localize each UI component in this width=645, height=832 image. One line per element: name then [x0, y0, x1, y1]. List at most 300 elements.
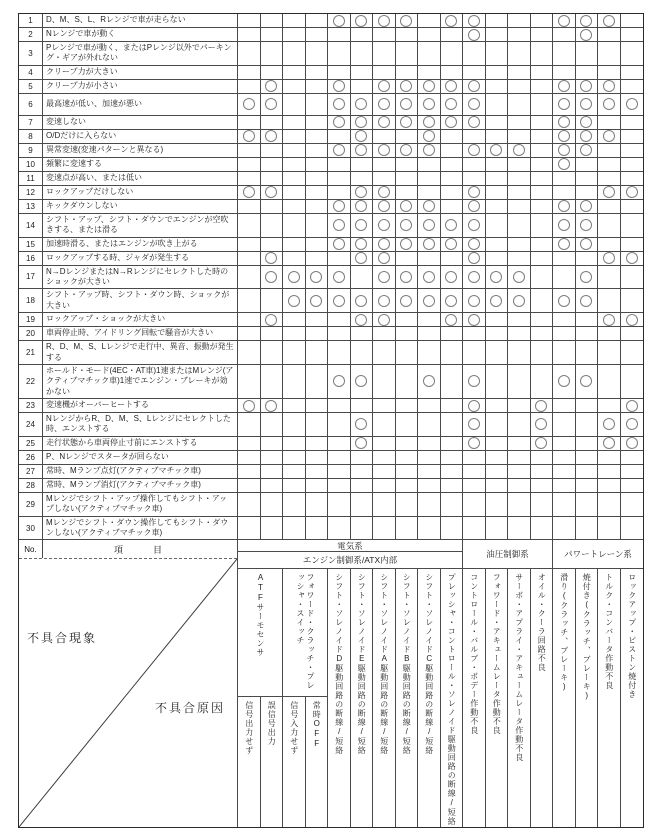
matrix-cell: [261, 413, 284, 437]
matrix-cell: [261, 14, 284, 28]
matrix-cell: [531, 465, 554, 479]
row-text: 変速機がオーバーヒートする: [43, 399, 238, 413]
matrix-cell: [328, 266, 351, 290]
mark-circle: [355, 437, 367, 449]
mark-circle: [468, 238, 480, 250]
row-number: 26: [19, 451, 43, 465]
mark-circle: [378, 271, 390, 283]
matrix-cell: [486, 341, 509, 365]
matrix-cell: [441, 465, 464, 479]
matrix-cell: [531, 80, 554, 94]
matrix-cell: [396, 28, 419, 42]
matrix-cell: [531, 413, 554, 437]
matrix-cell: [576, 365, 599, 399]
matrix-cell: [328, 158, 351, 172]
mark-circle: [378, 238, 390, 250]
matrix-cell: [328, 14, 351, 28]
matrix-cell: [598, 94, 621, 116]
matrix-cell: [508, 172, 531, 186]
matrix-cell: [441, 130, 464, 144]
matrix-cell: [238, 28, 261, 42]
matrix-cell: [328, 144, 351, 158]
row-number: 14: [19, 214, 43, 238]
matrix-cell: [261, 94, 284, 116]
row-number: 19: [19, 313, 43, 327]
matrix-cell: [441, 214, 464, 238]
matrix-cell: [351, 116, 374, 130]
mark-circle: [378, 116, 390, 128]
mark-circle: [378, 314, 390, 326]
matrix-cell: [396, 200, 419, 214]
matrix-cell: [598, 200, 621, 214]
row-text: NレンジからR、D、M、S、Lレンジにセレクトした時、エンストする: [43, 413, 238, 437]
mark-circle: [603, 98, 615, 110]
mark-circle: [445, 15, 457, 27]
mark-circle: [265, 252, 277, 264]
matrix-cell: [306, 238, 329, 252]
matrix-cell: [531, 172, 554, 186]
mark-circle: [513, 144, 525, 156]
matrix-cell: [351, 172, 374, 186]
matrix-cell: [598, 42, 621, 66]
mark-circle: [265, 186, 277, 198]
matrix-cell: [396, 413, 419, 437]
matrix-cell: [373, 493, 396, 517]
matrix-cell: [238, 437, 261, 451]
row-text: 常時、Mランプ点灯(アクティブマチック車): [43, 465, 238, 479]
matrix-cell: [621, 252, 644, 266]
matrix-cell: [508, 80, 531, 94]
matrix-cell: [621, 66, 644, 80]
matrix-cell: [261, 66, 284, 80]
matrix-cell: [463, 289, 486, 313]
mark-circle: [333, 80, 345, 92]
matrix-cell: [261, 144, 284, 158]
matrix-cell: [508, 130, 531, 144]
row-number: 2: [19, 28, 43, 42]
matrix-cell: [553, 517, 576, 541]
row-text: 走行状態から車両停止寸前にエンストする: [43, 437, 238, 451]
matrix-cell: [553, 313, 576, 327]
matrix-cell: [531, 479, 554, 493]
matrix-cell: [238, 80, 261, 94]
matrix-cell: [373, 413, 396, 437]
row-number: 9: [19, 144, 43, 158]
row-text: ホールド・モード(4EC・AT車)1速またはMレンジ(アクティブマチック車)1速でエンジン・ブレーキが効かない: [43, 365, 238, 399]
matrix-cell: [531, 158, 554, 172]
matrix-cell: [441, 266, 464, 290]
mark-circle: [355, 130, 367, 142]
mark-circle: [423, 116, 435, 128]
matrix-cell: [283, 28, 306, 42]
row-text: R、D、M、S、Lレンジで走行中、異音、振動が発生する: [43, 341, 238, 365]
matrix-cell: [418, 313, 441, 327]
mark-circle: [626, 98, 638, 110]
matrix-cell: [621, 238, 644, 252]
matrix-cell: [418, 66, 441, 80]
matrix-cell: [531, 341, 554, 365]
matrix-cell: [328, 252, 351, 266]
cause-column-label: トルク・コンバータ作動不良: [598, 569, 621, 827]
matrix-cell: [441, 517, 464, 541]
matrix-cell: [621, 42, 644, 66]
matrix-cell: [486, 479, 509, 493]
matrix-cell: [463, 116, 486, 130]
matrix-cell: [621, 341, 644, 365]
matrix-cell: [531, 238, 554, 252]
mark-circle: [445, 271, 457, 283]
matrix-cell: [463, 200, 486, 214]
matrix-cell: [553, 214, 576, 238]
matrix-cell: [508, 266, 531, 290]
matrix-cell: [261, 479, 284, 493]
matrix-cell: [621, 313, 644, 327]
row-text: シフト・アップ、シフト・ダウンでエンジンが空吹きする、または滑る: [43, 214, 238, 238]
matrix-cell: [531, 399, 554, 413]
mark-circle: [378, 98, 390, 110]
mark-circle: [558, 98, 570, 110]
row-text: Mレンジでシフト・アップ操作してもシフト・アップしない(アクティブマチック車): [43, 493, 238, 517]
matrix-cell: [553, 66, 576, 80]
matrix-cell: [306, 252, 329, 266]
matrix-cell: [373, 451, 396, 465]
cause-column-label: フォワード・アキュームレータ作動不良: [486, 569, 509, 827]
matrix-cell: [351, 80, 374, 94]
matrix-cell: [418, 28, 441, 42]
row-text: 異常変速(変速パターンと異なる): [43, 144, 238, 158]
matrix-cell: [306, 341, 329, 365]
row-number: 16: [19, 252, 43, 266]
matrix-cell: [283, 365, 306, 399]
matrix-cell: [598, 172, 621, 186]
row-number: 17: [19, 266, 43, 290]
matrix-cell: [486, 413, 509, 437]
matrix-cell: [441, 158, 464, 172]
mark-circle: [243, 186, 255, 198]
matrix-cell: [283, 437, 306, 451]
mark-circle: [310, 271, 322, 283]
row-number: 4: [19, 66, 43, 80]
matrix-cell: [351, 252, 374, 266]
matrix-cell: [418, 413, 441, 437]
matrix-cell: [396, 94, 419, 116]
matrix-cell: [261, 493, 284, 517]
matrix-cell: [508, 313, 531, 327]
mark-circle: [558, 295, 570, 307]
mark-circle: [378, 80, 390, 92]
matrix-cell: [396, 238, 419, 252]
mark-circle: [400, 200, 412, 212]
matrix-cell: [328, 80, 351, 94]
mark-circle: [333, 295, 345, 307]
matrix-cell: [576, 42, 599, 66]
mark-circle: [468, 375, 480, 387]
matrix-cell: [486, 517, 509, 541]
matrix-cell: [283, 94, 306, 116]
matrix-cell: [261, 238, 284, 252]
matrix-cell: [531, 451, 554, 465]
cause-column-label: サーボ・アプライ・アキュームレータ作動不良: [508, 569, 531, 827]
matrix-cell: [598, 341, 621, 365]
cause-column-label: 信号入力せず: [283, 697, 306, 827]
mark-circle: [445, 98, 457, 110]
matrix-cell: [306, 130, 329, 144]
mark-circle: [490, 144, 502, 156]
matrix-cell: [508, 144, 531, 158]
mark-circle: [468, 80, 480, 92]
matrix-cell: [261, 517, 284, 541]
diagonal-cell: [19, 559, 237, 827]
matrix-cell: [531, 144, 554, 158]
row-text: Mレンジでシフト・ダウン操作してもシフト・ダウンしない(アクティブマチック車): [43, 517, 238, 541]
matrix-cell: [373, 327, 396, 341]
matrix-cell: [396, 158, 419, 172]
row-text: ロックアップする時、ジャダが発生する: [43, 252, 238, 266]
matrix-cell: [508, 14, 531, 28]
matrix-cell: [486, 451, 509, 465]
cause-column-label: シフト・ソレノイドB駆動回路の断線/短絡: [396, 569, 419, 827]
mark-circle: [333, 144, 345, 156]
mark-circle: [333, 375, 345, 387]
row-number: 20: [19, 327, 43, 341]
matrix-cell: [283, 479, 306, 493]
matrix-cell: [396, 327, 419, 341]
mark-circle: [513, 295, 525, 307]
matrix-cell: [396, 313, 419, 327]
matrix-cell: [486, 186, 509, 200]
mark-circle: [558, 158, 570, 170]
matrix-cell: [328, 365, 351, 399]
cause-column-label: オイル・クーラ回路不良: [531, 569, 554, 827]
matrix-cell: [351, 186, 374, 200]
matrix-cell: [463, 313, 486, 327]
mark-circle: [513, 271, 525, 283]
matrix-cell: [576, 399, 599, 413]
matrix-cell: [238, 94, 261, 116]
matrix-cell: [396, 66, 419, 80]
matrix-cell: [463, 399, 486, 413]
matrix-cell: [351, 451, 374, 465]
matrix-cell: [553, 451, 576, 465]
mark-circle: [400, 98, 412, 110]
matrix-cell: [396, 465, 419, 479]
matrix-cell: [598, 116, 621, 130]
matrix-cell: [553, 42, 576, 66]
mark-circle: [265, 400, 277, 412]
mark-circle: [626, 186, 638, 198]
matrix-cell: [418, 238, 441, 252]
mark-circle: [626, 314, 638, 326]
matrix-cell: [283, 399, 306, 413]
cause-column-label: 常時OFF: [306, 697, 329, 827]
matrix-cell: [441, 116, 464, 130]
matrix-cell: [373, 437, 396, 451]
mark-circle: [468, 314, 480, 326]
matrix-cell: [283, 313, 306, 327]
matrix-cell: [553, 252, 576, 266]
mark-circle: [378, 295, 390, 307]
matrix-cell: [553, 465, 576, 479]
matrix-cell: [306, 94, 329, 116]
matrix-cell: [576, 313, 599, 327]
matrix-cell: [486, 327, 509, 341]
matrix-cell: [576, 341, 599, 365]
mark-circle: [355, 144, 367, 156]
matrix-cell: [238, 517, 261, 541]
matrix-cell: [441, 252, 464, 266]
mark-circle: [423, 98, 435, 110]
matrix-cell: [328, 465, 351, 479]
mark-circle: [580, 219, 592, 231]
matrix-cell: [531, 365, 554, 399]
matrix-cell: [441, 289, 464, 313]
matrix-cell: [351, 14, 374, 28]
matrix-cell: [621, 200, 644, 214]
matrix-cell: [576, 158, 599, 172]
matrix-cell: [373, 479, 396, 493]
matrix-cell: [553, 413, 576, 437]
mark-circle: [580, 238, 592, 250]
matrix-cell: [598, 413, 621, 437]
matrix-cell: [373, 517, 396, 541]
matrix-cell: [283, 517, 306, 541]
item-column-header: 項 目: [113, 544, 166, 555]
matrix-cell: [418, 80, 441, 94]
matrix-cell: [486, 158, 509, 172]
matrix-cell: [261, 266, 284, 290]
matrix-cell: [463, 479, 486, 493]
row-number: 23: [19, 399, 43, 413]
no-column-header: No.: [19, 540, 43, 558]
matrix-cell: [238, 144, 261, 158]
mark-circle: [468, 144, 480, 156]
matrix-cell: [283, 116, 306, 130]
mark-circle: [468, 116, 480, 128]
matrix-cell: [283, 130, 306, 144]
matrix-cell: [576, 116, 599, 130]
matrix-cell: [396, 186, 419, 200]
matrix-cell: [531, 313, 554, 327]
matrix-cell: [598, 214, 621, 238]
matrix-cell: [441, 493, 464, 517]
matrix-cell: [261, 365, 284, 399]
matrix-cell: [463, 252, 486, 266]
matrix-cell: [463, 365, 486, 399]
mark-circle: [580, 80, 592, 92]
matrix-cell: [621, 94, 644, 116]
matrix-cell: [396, 399, 419, 413]
matrix-cell: [306, 28, 329, 42]
mark-circle: [468, 252, 480, 264]
cause-column-label: ロックアップ・ピストン焼付き: [627, 573, 637, 700]
matrix-cell: [553, 186, 576, 200]
matrix-cell: [261, 289, 284, 313]
mark-circle: [355, 15, 367, 27]
matrix-cell: [261, 465, 284, 479]
cause-column-label: 焼付き(クラッチ、ブレーキ): [576, 569, 599, 827]
mark-circle: [580, 130, 592, 142]
matrix-cell: [463, 465, 486, 479]
matrix-cell: [553, 80, 576, 94]
matrix-cell: [508, 94, 531, 116]
matrix-cell: [351, 341, 374, 365]
matrix-cell: [486, 66, 509, 80]
row-text: P、Nレンジでスタータが回らない: [43, 451, 238, 465]
mark-circle: [626, 437, 638, 449]
mark-circle: [445, 238, 457, 250]
matrix-cell: [261, 28, 284, 42]
matrix-cell: [598, 252, 621, 266]
matrix-cell: [553, 289, 576, 313]
matrix-cell: [238, 413, 261, 437]
matrix-cell: [598, 80, 621, 94]
matrix-cell: [261, 214, 284, 238]
matrix-cell: [508, 465, 531, 479]
mark-circle: [468, 400, 480, 412]
matrix-cell: [621, 158, 644, 172]
matrix-cell: [261, 42, 284, 66]
matrix-cell: [396, 144, 419, 158]
matrix-cell: [238, 465, 261, 479]
mark-circle: [265, 98, 277, 110]
matrix-cell: [306, 266, 329, 290]
row-number: 3: [19, 42, 43, 66]
mark-circle: [243, 130, 255, 142]
matrix-cell: [531, 130, 554, 144]
matrix-cell: [351, 94, 374, 116]
matrix-cell: [351, 479, 374, 493]
mark-circle: [423, 80, 435, 92]
matrix-cell: [576, 28, 599, 42]
matrix-cell: [373, 144, 396, 158]
row-text: Pレンジで車が動く、またはPレンジ以外でパーキング・ギアが外れない: [43, 42, 238, 66]
matrix-cell: [373, 116, 396, 130]
matrix-cell: [486, 200, 509, 214]
matrix-cell: [441, 94, 464, 116]
mark-circle: [333, 271, 345, 283]
matrix-cell: [261, 399, 284, 413]
matrix-cell: [261, 116, 284, 130]
matrix-cell: [576, 289, 599, 313]
mark-circle: [243, 400, 255, 412]
matrix-cell: [351, 266, 374, 290]
mark-circle: [400, 295, 412, 307]
matrix-cell: [621, 493, 644, 517]
row-number: 11: [19, 172, 43, 186]
cause-column-label: シフト・ソレノイドE駆動回路の断線/短絡: [351, 569, 374, 827]
matrix-cell: [351, 144, 374, 158]
matrix-cell: [396, 80, 419, 94]
matrix-cell: [486, 266, 509, 290]
mark-circle: [333, 116, 345, 128]
matrix-cell: [531, 266, 554, 290]
matrix-cell: [261, 186, 284, 200]
matrix-cell: [598, 399, 621, 413]
matrix-cell: [373, 42, 396, 66]
mark-circle: [288, 271, 300, 283]
matrix-cell: [306, 200, 329, 214]
matrix-cell: [396, 437, 419, 451]
mark-circle: [423, 200, 435, 212]
matrix-cell: [283, 413, 306, 437]
mark-circle: [400, 238, 412, 250]
matrix-cell: [621, 517, 644, 541]
matrix-cell: [351, 158, 374, 172]
mark-circle: [423, 238, 435, 250]
cause-column-label: プレッシャ・コントロール・ソレノイド駆動回路の断線/短絡: [441, 569, 464, 827]
matrix-cell: [576, 451, 599, 465]
matrix-cell: [351, 66, 374, 80]
